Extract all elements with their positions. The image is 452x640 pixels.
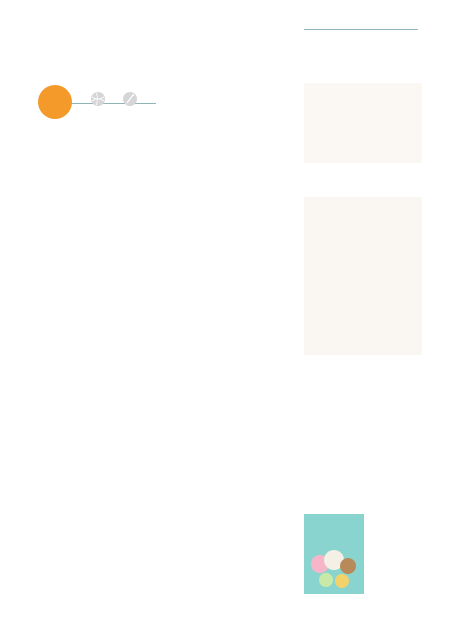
caterpillar-photo-top — [304, 83, 422, 163]
caterpillar-illustration — [304, 83, 422, 163]
page-header — [0, 18, 452, 40]
caterpillar-photo-side — [304, 197, 422, 355]
caterpillar-segments-illustration — [304, 197, 422, 355]
book-cover-toys-image — [304, 514, 364, 594]
difficulty-badge — [38, 85, 72, 119]
crochet-hook-icon — [122, 91, 138, 107]
left-column — [38, 85, 156, 135]
book-cover — [304, 514, 364, 594]
header-rule-right — [304, 29, 418, 30]
middle-column — [172, 80, 295, 89]
right-instructions — [304, 397, 422, 406]
difficulty-row — [38, 85, 156, 125]
yarn-ball-icon — [90, 91, 106, 107]
